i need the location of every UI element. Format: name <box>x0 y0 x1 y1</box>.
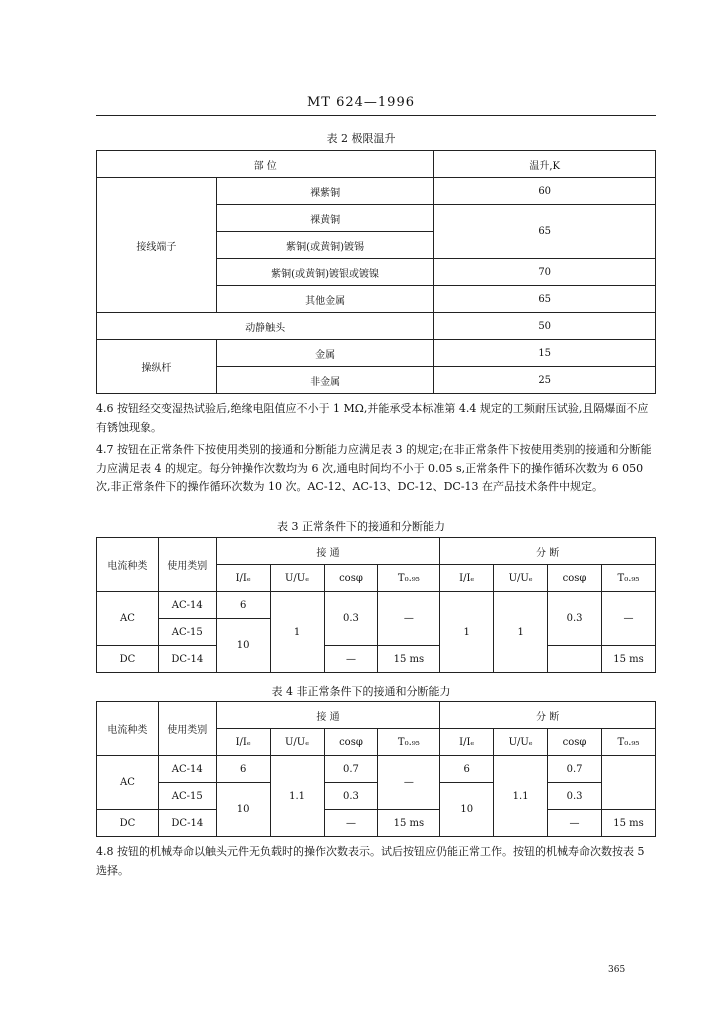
table-cell: 0.7 <box>324 756 378 783</box>
document-code-header: MT 624—1996 <box>306 95 415 110</box>
table-2-caption: 表 2 极限温升 <box>326 132 396 145</box>
table-cell: 0.3 <box>324 783 378 810</box>
header-cell: I/Iₑ <box>440 729 494 756</box>
table-cell: 金属 <box>216 340 434 367</box>
table-row <box>97 756 656 783</box>
table-cell <box>548 646 602 673</box>
table-cell: 70 <box>434 259 656 286</box>
header-cell: 部 位 <box>97 151 434 178</box>
header-cell: T₀.₉₅ <box>378 565 440 592</box>
header-cell: cosφ <box>324 565 378 592</box>
table-cell: — <box>548 810 602 837</box>
table-cell: 10 <box>216 619 270 673</box>
table-cell: 10 <box>216 783 270 837</box>
header-cell: 使用类别 <box>158 538 216 592</box>
table-cell: 1.1 <box>270 756 324 837</box>
table-cell: 6 <box>216 592 270 619</box>
header-cell: cosφ <box>324 729 378 756</box>
table-3-caption: 表 3 正常条件下的接通和分断能力 <box>277 520 445 533</box>
table-cell: — <box>324 810 378 837</box>
header-cell: T₀.₉₅ <box>378 729 440 756</box>
header-cell: I/Iₑ <box>216 729 270 756</box>
table-cell: 15 ms <box>378 810 440 837</box>
table-cell: 非金属 <box>216 367 434 394</box>
table-3-normal-capacity <box>96 537 656 673</box>
table-cell: AC-14 <box>158 592 216 619</box>
table-cell: — <box>378 592 440 646</box>
table-cell: 65 <box>434 205 656 259</box>
table-cell: 1 <box>270 592 324 673</box>
table-cell: 裸黄铜 <box>216 205 434 232</box>
table-cell: AC <box>97 592 159 646</box>
header-cell: T₀.₉₅ <box>601 729 655 756</box>
table-cell: DC-14 <box>158 646 216 673</box>
table-cell: 15 ms <box>601 810 655 837</box>
table-row <box>97 592 656 619</box>
page-number: 365 <box>608 965 626 975</box>
table-row <box>97 810 656 837</box>
table-cell: 15 ms <box>601 646 655 673</box>
table-cell: — <box>324 646 378 673</box>
table-row <box>97 538 656 565</box>
header-cell: U/Uₑ <box>270 565 324 592</box>
table-row <box>97 178 656 205</box>
paragraph-4-7: 4.7 按钮在正常条件下按使用类别的接通和分断能力应满足表 3 的规定;在非正常条件下按使用类别的接通和分断能力应满足表 4 的规定。每分钟操作次数均为 6 次,通电时间均不小于 0.05 s,正常条件下的操作循环次数为 6 050 次,非正常条件下的操作循环次数为 10 次。AC-12、AC-13、DC-12、DC-13 在产品技术条件中规定。 <box>96 443 652 493</box>
table-row <box>97 702 656 729</box>
table-row <box>97 340 656 367</box>
header-cell: 分 断 <box>440 702 656 729</box>
header-cell: U/Uₑ <box>270 729 324 756</box>
table-cell: 65 <box>434 286 656 313</box>
header-cell: 接 通 <box>216 538 440 565</box>
table-row <box>97 646 656 673</box>
header-cell: cosφ <box>548 565 602 592</box>
table-cell: DC-14 <box>158 810 216 837</box>
table-cell: 紫铜(或黄铜)镀锡 <box>216 232 434 259</box>
header-cell: 接 通 <box>216 702 440 729</box>
table-cell <box>601 756 655 810</box>
table-cell: 1 <box>440 592 494 673</box>
table-cell: 动静触头 <box>97 313 434 340</box>
header-cell: I/Iₑ <box>440 565 494 592</box>
table-cell: 15 ms <box>378 646 440 673</box>
table-cell: AC-15 <box>158 619 216 646</box>
header-cell: 使用类别 <box>158 702 216 756</box>
table-cell: 1 <box>494 592 548 673</box>
table-cell: 其他金属 <box>216 286 434 313</box>
table-cell: — <box>601 592 655 646</box>
paragraph-4-6: 4.6 按钮经交变湿热试验后,绝缘电阻值应不小于 1 MΩ,并能承受本标准第 4.4 规定的工频耐压试验,且隔爆面不应有锈蚀现象。 <box>96 402 649 434</box>
header-cell: U/Uₑ <box>494 729 548 756</box>
header-cell: 电流种类 <box>97 538 159 592</box>
table-cell: 0.3 <box>548 592 602 646</box>
table-2-temperature-rise <box>96 150 656 394</box>
table-4-caption: 表 4 非正常条件下的接通和分断能力 <box>271 685 451 698</box>
table-cell: 50 <box>434 313 656 340</box>
table-cell: DC <box>97 810 159 837</box>
header-cell: 温升,K <box>434 151 656 178</box>
table-row <box>97 151 656 178</box>
paragraph-4-8: 4.8 按钮的机械寿命以触头元件无负载时的操作次数表示。试后按钮应仍能正常工作。按钮的机械寿命次数按表 5 选择。 <box>96 845 645 877</box>
table-cell: 紫铜(或黄铜)镀银或镀镍 <box>216 259 434 286</box>
table-cell: 6 <box>216 756 270 783</box>
table-cell: 25 <box>434 367 656 394</box>
table-cell: 0.7 <box>548 756 602 783</box>
table-row <box>97 313 656 340</box>
table-cell: 裸紫铜 <box>216 178 434 205</box>
header-cell: U/Uₑ <box>494 565 548 592</box>
table-cell: AC-15 <box>158 783 216 810</box>
table-4-abnormal-capacity <box>96 701 656 837</box>
table-cell: 1.1 <box>494 756 548 837</box>
table-cell: AC-14 <box>158 756 216 783</box>
header-rule <box>96 115 656 116</box>
table-row <box>97 783 656 810</box>
table-cell: — <box>378 756 440 810</box>
table-cell: 10 <box>440 783 494 837</box>
table-cell: 60 <box>434 178 656 205</box>
table-cell: 0.3 <box>324 592 378 646</box>
table-cell: DC <box>97 646 159 673</box>
header-cell: cosφ <box>548 729 602 756</box>
table-cell: 15 <box>434 340 656 367</box>
header-cell: 电流种类 <box>97 702 159 756</box>
table-cell: 6 <box>440 756 494 783</box>
header-cell: 分 断 <box>440 538 656 565</box>
table-cell: 0.3 <box>548 783 602 810</box>
header-cell: I/Iₑ <box>216 565 270 592</box>
group-cell: 接线端子 <box>97 178 217 313</box>
group-cell: 操纵杆 <box>97 340 217 394</box>
table-cell: AC <box>97 756 159 810</box>
header-cell: T₀.₉₅ <box>601 565 655 592</box>
